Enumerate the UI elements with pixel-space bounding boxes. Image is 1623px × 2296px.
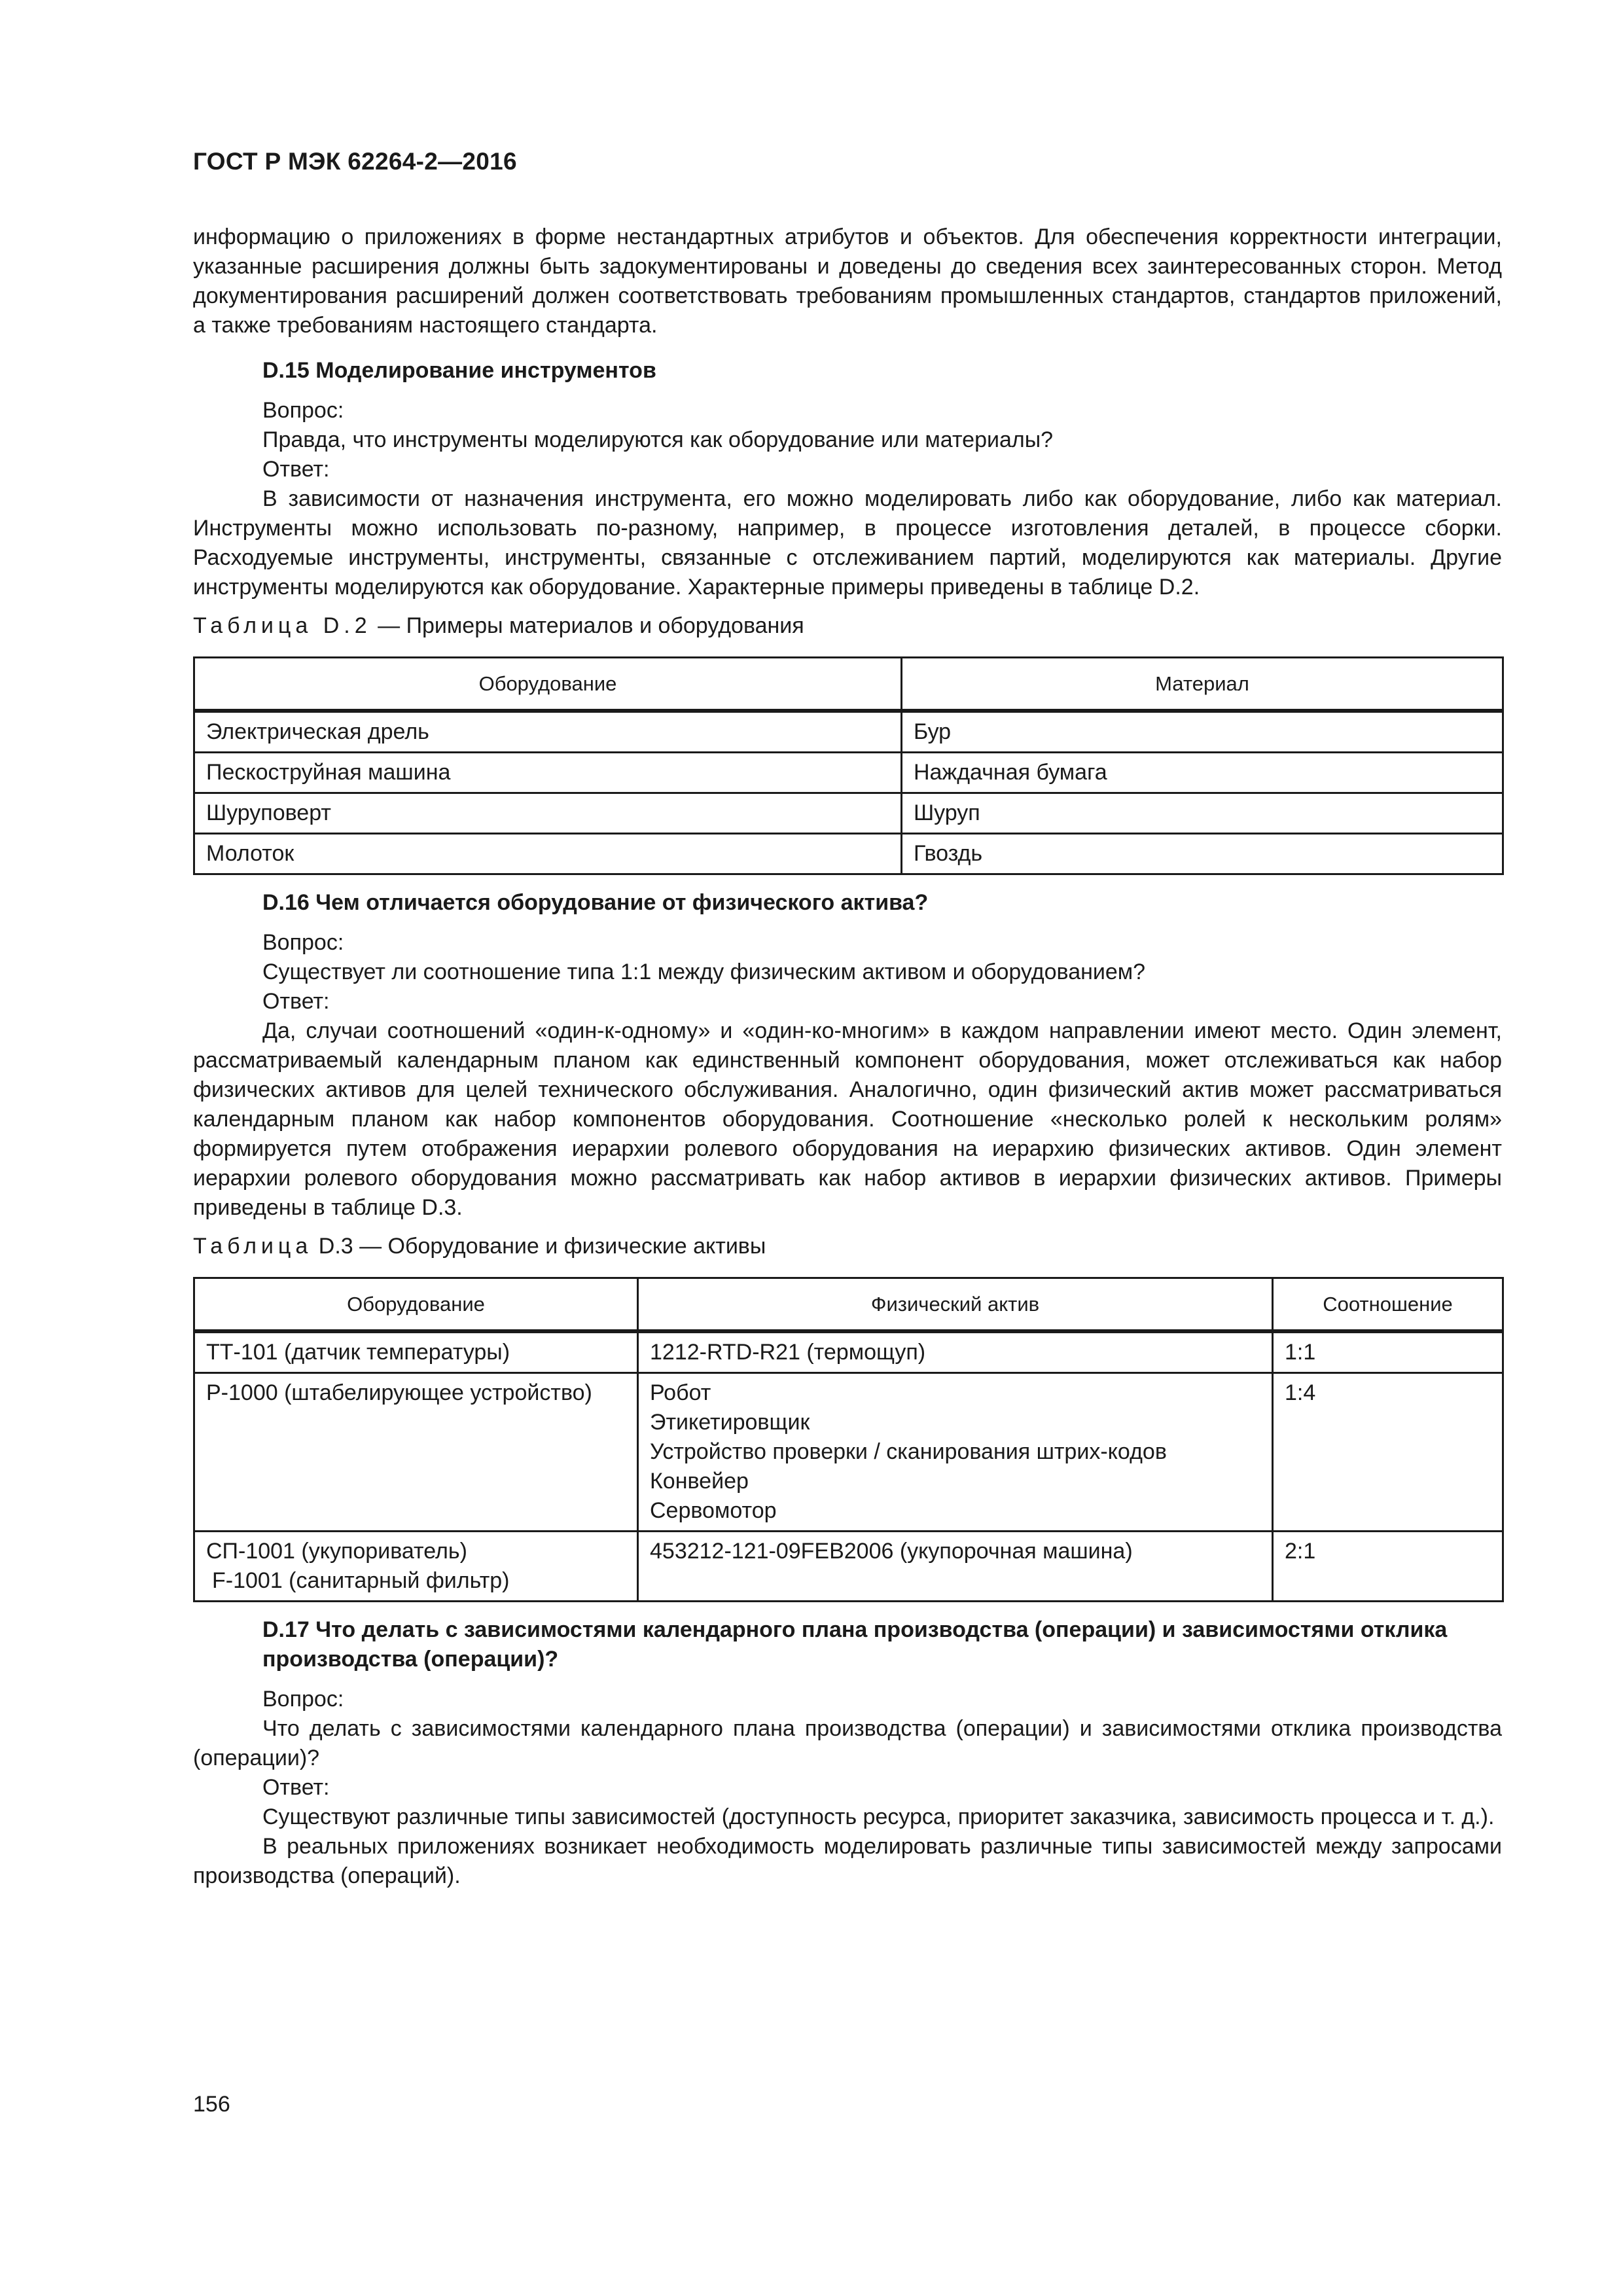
- page-number: 156: [193, 2092, 230, 2117]
- d15-question: Правда, что инструменты моделируются как оборудование или материалы?: [262, 427, 1054, 452]
- table-cell-equipment: [194, 1373, 638, 1532]
- section-d15-title: D.15 Моделирование инструментов: [262, 358, 656, 383]
- section-d16-title: D.16 Чем отличается оборудование от физического актива?: [262, 890, 929, 915]
- d17-answer-label: Ответ:: [262, 1775, 330, 1800]
- table-cell: Гвоздь: [902, 834, 1503, 874]
- table-row: [194, 793, 1503, 834]
- table-d3-header-ratio: Соотношение: [1273, 1278, 1503, 1331]
- table-cell-asset: [638, 1373, 1273, 1532]
- intro-paragraph: информацию о приложениях в форме нестандартных атрибутов и объектов. Для обеспечения корректности интеграции, указанные расширения должны быть задокументированы и доведены до сведения всех заинтересованных сторон. Метод документирования расширений должен соответствовать требованиям промышленных стандартов, стандартов приложений, а также требованиям настоящего стандарта.: [193, 224, 1502, 338]
- table-cell: Шуруповерт: [194, 793, 902, 834]
- section-d17-title: D.17 Что делать с зависимостями календарного плана производства (операции) и зависимостями отклика производства (операции)?: [262, 1617, 1448, 1672]
- table-cell-ratio: 1:1: [1273, 1333, 1503, 1373]
- document-body: [193, 223, 1502, 1891]
- table-d3-caption: [193, 1232, 1502, 1261]
- table-cell-ratio: 2:1: [1273, 1532, 1503, 1602]
- d16-question-label: Вопрос:: [262, 930, 344, 955]
- d16-question: Существует ли соотношение типа 1:1 между физическим активом и оборудованием?: [262, 960, 1146, 984]
- table-row: [194, 712, 1503, 753]
- cell-line: Р-1000 (штабелирующее устройство): [206, 1380, 592, 1405]
- table-cell: Молоток: [194, 834, 902, 874]
- table-cell: Наждачная бумага: [902, 753, 1503, 793]
- table-cell-ratio: 1:4: [1273, 1373, 1503, 1532]
- d17-question-label: Вопрос:: [262, 1687, 344, 1712]
- table-d3-header-equipment: Оборудование: [194, 1278, 638, 1331]
- table-d2-header-equipment: Оборудование: [194, 658, 902, 710]
- table-cell: Электрическая дрель: [194, 712, 902, 753]
- d16-answer: Да, случаи соотношений «один-к-одному» и «один-ко-многим» в каждом направлении имеют место. Один элемент, рассматриваемый календарным планом как единственный компонент оборудования, может отслеживаться как набор физических активов для целей технического обслуживания. Аналогично, один физический актив может рассматриваться календарным планом как набор компонентов оборудования. Соотношение «несколько ролей к нескольким ролям» формируется путем отображения иерархии ролевого оборудования на иерархию физических активов. Один элемент иерархии ролевого оборудования можно рассматривать как набор активов в иерархии физических активов. Примеры приведены в таблице D.3.: [193, 1018, 1502, 1220]
- table-d2-caption-prefix: Таблица D.2: [193, 613, 372, 638]
- cell-line: Робот: [650, 1380, 711, 1405]
- table-d3-caption-prefix: Таблица: [193, 1234, 313, 1259]
- table-row: [194, 753, 1503, 793]
- table-d3-header-asset: Физический актив: [638, 1278, 1273, 1331]
- table-d2-header-material: Материал: [902, 658, 1503, 710]
- table-cell-asset: [638, 1532, 1273, 1602]
- table-cell: Пескоструйная машина: [194, 753, 902, 793]
- cell-line: 1212-RTD-R21 (термощуп): [650, 1340, 926, 1365]
- cell-line: СП-1001 (укупориватель): [206, 1539, 467, 1564]
- table-row: [194, 1532, 1503, 1602]
- table-cell: Шуруп: [902, 793, 1503, 834]
- table-d2-caption-title: — Примеры материалов и оборудования: [371, 613, 804, 638]
- cell-line: ТТ-101 (датчик температуры): [206, 1340, 510, 1365]
- cell-line: Этикетировщик: [650, 1410, 810, 1435]
- table-d2: [193, 656, 1504, 875]
- d16-answer-label: Ответ:: [262, 989, 330, 1014]
- cell-line: Сервомотор: [650, 1498, 777, 1523]
- d17-question: Что делать с зависимостями календарного плана производства (операции) и зависимостями отклика производства (операции)?: [193, 1716, 1502, 1770]
- d15-question-label: Вопрос:: [262, 398, 344, 423]
- cell-line: 453212-121-09FEB2006 (укупорочная машина): [650, 1539, 1133, 1564]
- table-cell: Бур: [902, 712, 1503, 753]
- d17-answer-2: В реальных приложениях возникает необходимость моделировать различные типы зависимостей между запросами производства (операций).: [193, 1834, 1502, 1888]
- cell-line: Конвейер: [650, 1469, 749, 1494]
- d15-answer: В зависимости от назначения инструмента, его можно моделировать либо как оборудование, либо как материал. Инструменты можно использовать по-разному, например, в процессе изготовления деталей, в процессе сборки. Расходуемые инструменты, инструменты, связанные с отслеживанием партий, моделируются как материалы. Другие инструменты моделируются как оборудование. Характерные примеры приведены в таблице D.2.: [193, 486, 1502, 600]
- cell-line: F-1001 (санитарный фильтр): [212, 1568, 510, 1593]
- table-d2-caption: [193, 611, 1502, 641]
- table-row: [194, 834, 1503, 874]
- d15-answer-label: Ответ:: [262, 457, 330, 482]
- table-cell-equipment: [194, 1532, 638, 1602]
- cell-line: Устройство проверки / сканирования штрих-кодов: [650, 1439, 1167, 1464]
- table-row: [194, 1373, 1503, 1532]
- table-d3: [193, 1277, 1504, 1602]
- document-header: ГОСТ Р МЭК 62264-2—2016: [193, 148, 517, 175]
- table-d3-caption-title: D.3 — Оборудование и физические активы: [312, 1234, 766, 1259]
- table-cell-asset: [638, 1333, 1273, 1373]
- table-cell-equipment: [194, 1333, 638, 1373]
- table-row: [194, 1333, 1503, 1373]
- d17-answer-1: Существуют различные типы зависимостей (доступность ресурса, приоритет заказчика, зависимость процесса и т. д.).: [262, 1804, 1495, 1829]
